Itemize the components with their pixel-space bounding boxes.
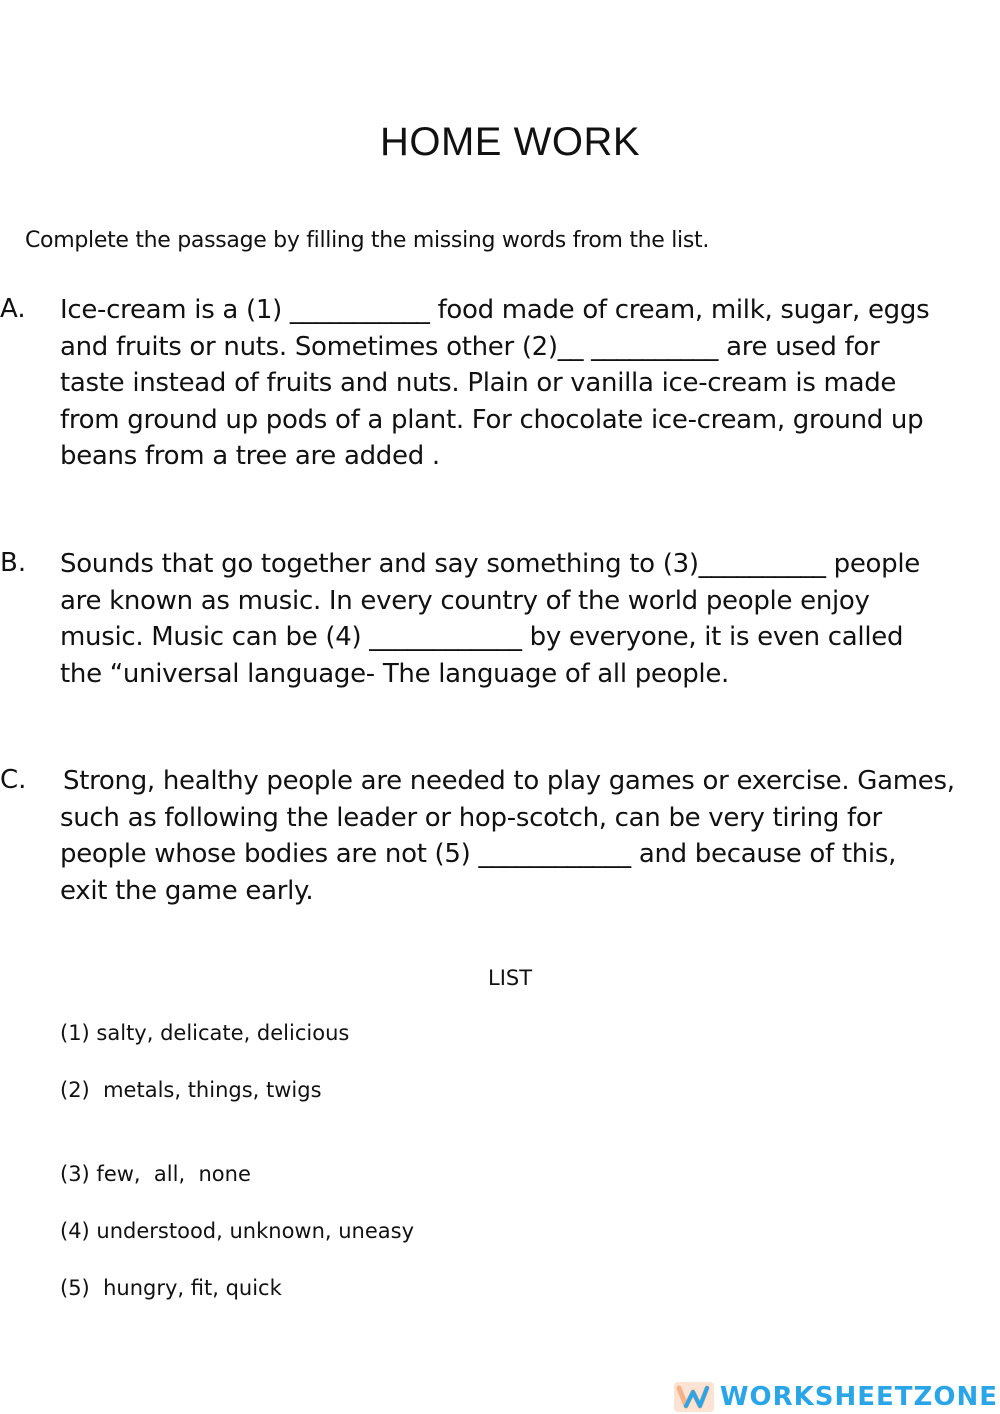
passage-line: and fruits or nuts. Sometimes other (2)__ __________ are used for xyxy=(60,331,880,362)
passage-a-letter: A. xyxy=(0,294,26,324)
passage-c-letter: C. xyxy=(0,765,27,795)
passage-b-letter: B. xyxy=(0,548,27,578)
passage-line: Ice-cream is a (1) ___________ food made of cream, milk, sugar, eggs xyxy=(60,295,930,325)
passage-line: beans from a tree are added . xyxy=(60,441,440,471)
list-item: (4) understood, unknown, uneasy xyxy=(60,1219,415,1243)
list-item: (3) few, all, none xyxy=(60,1162,251,1186)
passage-b xyxy=(60,546,990,692)
passage-line: the “universal language- The language of all people. xyxy=(60,658,730,689)
list-item: (1) salty, delicate, delicious xyxy=(60,1021,350,1045)
passage-line: Sounds that go together and say something to (3)__________ people xyxy=(60,549,920,579)
page-title: HOME WORK xyxy=(379,120,641,164)
brand-watermark xyxy=(674,1382,998,1412)
passage-line: exit the game early. xyxy=(60,875,314,906)
passage-c xyxy=(60,763,990,909)
passage-line: music. Music can be (4) ____________ by everyone, it is even called xyxy=(60,622,904,652)
passage-a xyxy=(60,292,990,475)
passage-line: such as following the leader or hop-scotch, can be very tiring for xyxy=(60,802,882,833)
worksheetzone-logo-icon xyxy=(674,1382,714,1412)
passage-line: people whose bodies are not (5) ____________ and because of this, xyxy=(60,839,897,869)
instruction-text: Complete the passage by filling the missing words from the list. xyxy=(25,228,710,253)
brand-text: WORKSHEETZONE xyxy=(719,1382,998,1412)
passage-line: from ground up pods of a plant. For chocolate ice-cream, ground up xyxy=(60,404,924,435)
passage-line: are known as music. In every country of the world people enjoy xyxy=(60,585,870,616)
passage-line: taste instead of fruits and nuts. Plain or vanilla ice-cream is made xyxy=(60,368,897,398)
passage-line: Strong, healthy people are needed to play games or exercise. Games, xyxy=(63,766,955,796)
list-item: (2) metals, things, twigs xyxy=(60,1078,322,1102)
list-item: (5) hungry, fit, quick xyxy=(60,1276,282,1300)
list-heading: LIST xyxy=(488,966,533,990)
